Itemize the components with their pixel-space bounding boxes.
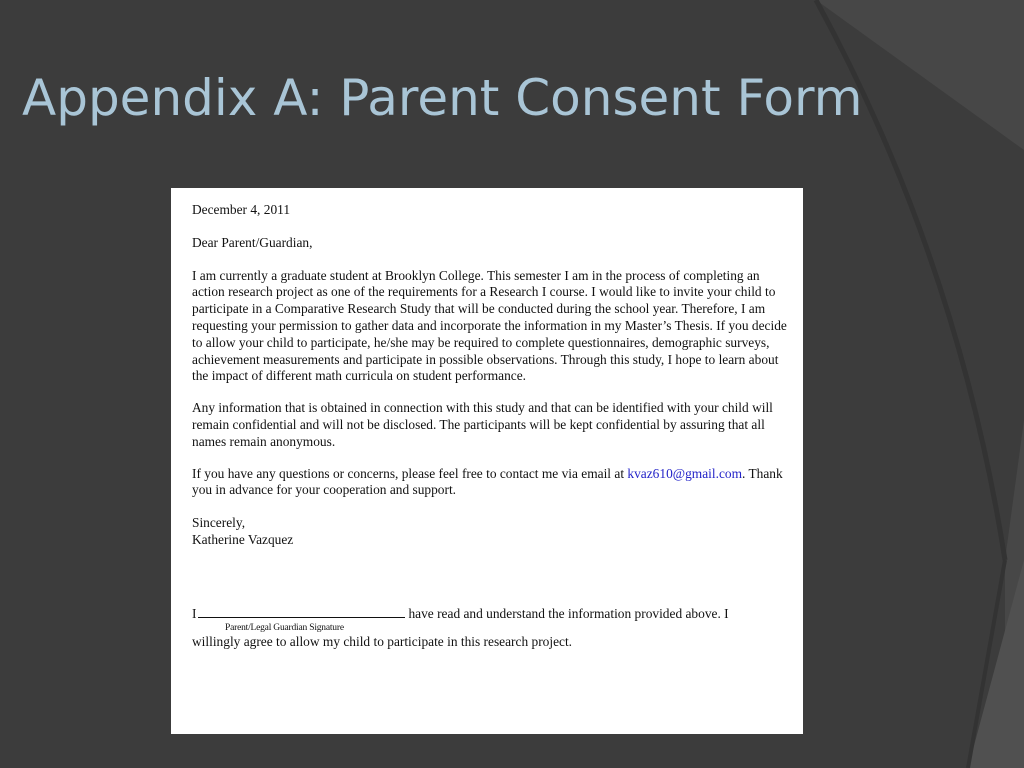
slide-title: Appendix A: Parent Consent Form [22, 69, 863, 127]
letter-paragraph-contact [192, 466, 787, 500]
signature-blank[interactable] [198, 605, 405, 618]
consent-end: willingly agree to allow my child to participate in this research project. [192, 633, 573, 649]
signature-caption: Parent/Legal Guardian Signature [225, 622, 344, 633]
consent-prefix: I [192, 606, 197, 622]
letter-date: December 4, 2011 [192, 202, 291, 217]
consent-line [192, 605, 787, 623]
email-link[interactable]: kvaz610@gmail.com [627, 465, 742, 481]
consent-statement [192, 605, 787, 651]
closing-phrase: Sincerely, [192, 515, 246, 531]
consent-middle: have read and understand the information provided above. I [408, 606, 729, 622]
author-name: Katherine Vazquez [192, 531, 294, 547]
consent-letter [171, 188, 803, 734]
contact-text: If you have any questions or concerns, please feel free to contact me via email at [192, 465, 625, 481]
letter-paragraph-confidentiality: Any information that is obtained in connection with this study and that can be identified with your child will remain confidential and will not be disclosed. The participants will be kept confidential by assuring that all names remain anonymous. [192, 400, 773, 449]
contact-thanks: . Thank you in advance for your cooperation and support. [192, 465, 783, 498]
letter-closing [192, 515, 787, 605]
letter-paragraph-intro: I am currently a graduate student at Brooklyn College. This semester I am in the process of completing an action research project as one of the requirements for a Research I course. I would like to invite your child to participate in a Comparative Research Study that will be conducted during the school year. Therefore, I am requesting your permission to gather data and incorporate the information in my Master’s Thesis. If you decide to allow your child to participate, he/she may be required to complete questionnaires, demographic surveys, achievement measurements and participate in possible observations. Through this study, I hope to learn about the impact of different math curricula on student performance. [192, 267, 787, 384]
letter-salutation: Dear Parent/Guardian, [192, 234, 313, 250]
